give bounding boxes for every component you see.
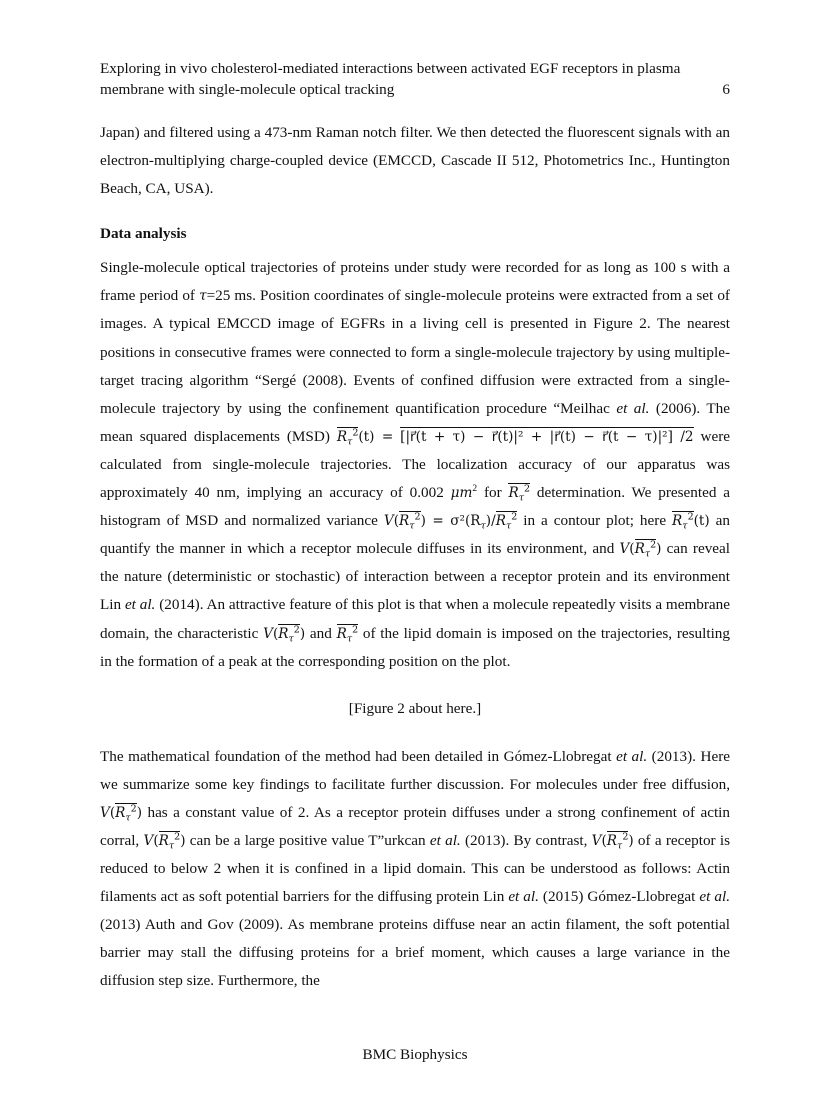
variance-definition: $V(R_\tau^2) = \sigma^2(R_\tau)/R_\tau^2$ [383, 511, 518, 532]
msd-definition: [|r⃗(t + τ) − r⃗(t)|² + |r⃗(t) − r⃗(t − τ)|²] /2 [400, 428, 694, 445]
footer-journal-name: BMC Biophysics [362, 1046, 468, 1063]
page-number: 6 [722, 81, 730, 98]
msd-symbol: $R_\tau^2(t)$ = [336, 427, 394, 448]
running-title: Exploring in vivo cholesterol-mediated interactions between activated EGF receptors in plasma membrane with single-molecule optical tracking [100, 60, 681, 98]
section-heading-data-analysis: Data analysis [100, 225, 187, 243]
body-text [100, 119, 730, 996]
paragraph-methods-end: Japan) and filtered using a 473-nm Raman notch filter. We then detected the fluorescent signals with an electron-multiplying charge-coupled device (EMCCD, Cascade II 512, Photometrics Inc., Huntington Beach, CA, USA). [100, 124, 730, 198]
figure-placeholder: [Figure 2 about here.] [348, 699, 482, 717]
paragraph-mathematical-foundation: The mathematical foundation of the method had been detailed in Gómez-Llobregat et al. (2013). Here we summarize some key findings to facilitate further discussion. For molecules under free diffusion, $V(R_\tau^2)$ has a constant value of 2. As a receptor protein diffuses under a strong confinement of actin corral, $V(R_\tau^2)$ can be a large positive value T”urkcan et al. (2013). By contrast, $V(R_\tau^2)$ of a receptor is reduced to below 2 when it is confined in a lipid domain. This can be understood as follows: Actin filaments act as soft potential barriers for the diffusing protein Lin et al. (2015) Gómez-Llobregat et al. (2013) Auth and Gov (2009). As membrane proteins diffuse near an actin filament, the soft potential barrier may stall the diffusing proteins for a brief moment, which causes a large variance in the diffusion step size. Furthermore, the [100, 747, 730, 990]
paragraph-data-analysis: Single-molecule optical trajectories of proteins under study were recorded for as long as 100 s with a frame period of τ=25 ms. Position coordinates of single-molecule proteins were extracted from a set of images. A typical EMCCD image of EGFRs in a living cell is presented in Figure 2. The nearest positions in consecutive frames were connected to form a single-molecule trajectory by using multiple-target tracing algorithm “Sergé (2008). Events of confined diffusion were extracted from a single-molecule trajectory by using the confinement quantification procedure “Meilhac et al. (2006). The mean squared displacements (MSD) $R_\tau^2(t)$ = [|r⃗(t + τ) − r⃗(t)|² + |r⃗(t) − r⃗(t − τ)|²] /2 were calculated from single-molecule trajectories. The localization accuracy of our apparatus was approximately 40 nm, implying an accuracy of 0.002 $\mu m^2$ for $R_\tau^2$ determination. We presented a histogram of MSD and normalized variance $V(R_\tau^2) = \sigma^2(R_\tau)/R_\tau^2$ in a contour plot; here $R_\tau^2(t)$ an quantify the manner in which a receptor molecule diffuses in its environment, and $V(R_\tau^2)$ can reveal the nature (deterministic or stochastic) of interaction between a receptor protein and its environment Lin et al. (2014). An attractive feature of this plot is that when a molecule repeatedly visits a membrane domain, the characteristic $V(R_\tau^2)$ and $R_\tau^2$ of the lipid domain is imposed on the trajectories, resulting in the formation of a peak at the corresponding position on the plot. [100, 259, 731, 670]
running-header [100, 58, 730, 100]
